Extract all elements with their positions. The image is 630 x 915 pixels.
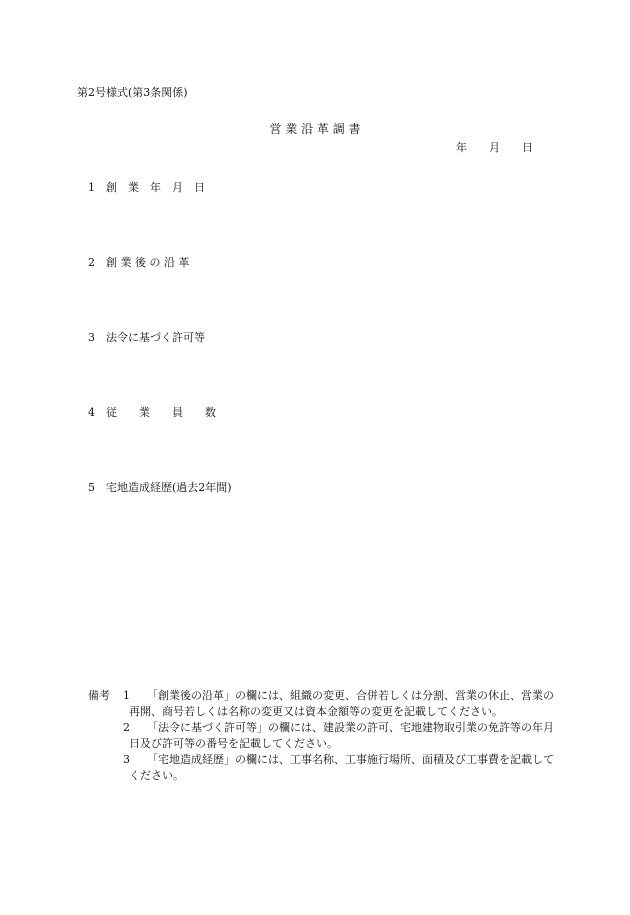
section-employees — [88, 406, 216, 420]
section-label: 宅地造成経歴(過去2年間) — [106, 481, 232, 494]
notes-label: 備考 — [88, 689, 110, 702]
document-title: 営 業 沿 革 調 書 — [269, 122, 361, 136]
section-history — [88, 256, 189, 270]
section-label: 創 業 年 月 日 — [106, 181, 205, 194]
date-line: 年 月 日 — [456, 141, 533, 154]
note-text: 「創業後の沿革」の欄には、組織の変更、合併若しくは分割、営業の休止、営業の再開、商号若しくは名称の変更又は資本金額等の変更を記載してください。 — [129, 689, 554, 718]
section-founding-date — [88, 181, 205, 195]
note-number: 1 — [123, 689, 130, 702]
note-text: 「宅地造成経歴」の欄には、工事名称、工事施行場所、面積及び工事費を記載してください。 — [129, 753, 554, 782]
note-number: 2 — [123, 721, 130, 734]
section-number: 4 — [88, 406, 95, 419]
note-item — [88, 720, 558, 752]
section-development-record — [88, 481, 232, 495]
section-number: 2 — [88, 256, 95, 269]
notes-block — [88, 688, 558, 784]
section-label: 従 業 員 数 — [106, 406, 216, 419]
section-label: 創 業 後 の 沿 革 — [106, 256, 190, 269]
note-item — [88, 688, 558, 720]
form-number: 第2号様式(第3条関係) — [77, 86, 188, 99]
section-number: 1 — [88, 181, 95, 194]
section-number: 5 — [88, 481, 95, 494]
note-number: 3 — [123, 753, 130, 766]
section-number: 3 — [88, 331, 95, 344]
note-item — [88, 752, 558, 784]
section-label: 法令に基づく許可等 — [106, 331, 205, 344]
note-text: 「法令に基づく許可等」の欄には、建設業の許可、宅地建物取引業の免許等の年月日及び許可等の番号を記載してください。 — [129, 721, 554, 750]
section-permits — [88, 331, 205, 345]
